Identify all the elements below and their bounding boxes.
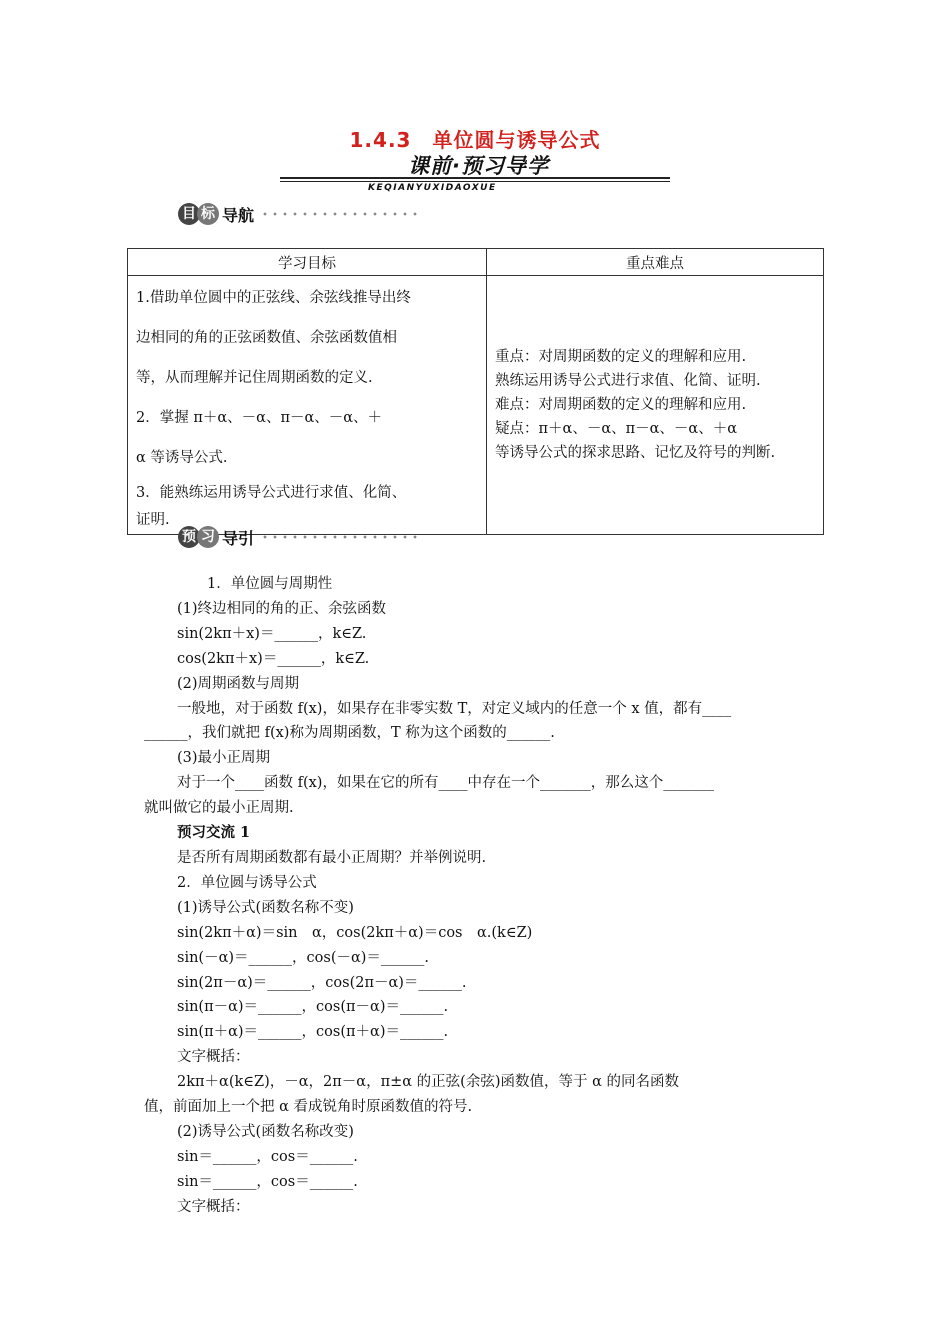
goal-line: 等，从而理解并记住周期函数的定义.	[136, 370, 373, 386]
preview-body	[144, 572, 807, 1220]
goal-line: 3．能熟练运用诱导公式进行求值、化简、	[136, 485, 407, 501]
dotted-divider	[260, 210, 420, 218]
body-line: 2．单位圆与诱导公式	[177, 874, 317, 891]
body-line: sin(2kπ＋α)＝sin α，cos(2kπ＋α)＝cos α.(k∈Z)	[177, 924, 533, 941]
table-header-keypoints: 重点难点	[487, 249, 824, 276]
section-badge: 标	[197, 203, 219, 225]
body-line: 文字概括：	[177, 1198, 250, 1215]
body-line: sin(－α)＝______，cos(－α)＝______.	[177, 949, 430, 966]
section-badge: 习	[197, 526, 219, 548]
page-title: 1.4.3 单位圆与诱导公式	[349, 128, 601, 152]
exercise-heading: 预习交流 1	[177, 824, 251, 842]
goal-line: 1.借助单位圆中的正弦线、余弦线推导出终	[136, 290, 411, 306]
body-line: 2kπ＋α(k∈Z)，－α，2π－α，π±α 的正弦(余弦)函数值，等于 α 的同名函数	[177, 1074, 679, 1091]
section-heading-goals	[178, 202, 420, 226]
dotted-divider	[260, 533, 420, 541]
goal-line: 证明.	[136, 512, 170, 528]
body-line: sin(2π－α)＝______，cos(2π－α)＝______.	[177, 974, 467, 991]
body-line: 文字概括：	[177, 1049, 250, 1066]
section-heading-text: 导引	[222, 528, 255, 548]
body-line: sin(2kπ＋x)＝______，k∈Z.	[177, 625, 367, 642]
table-header-row	[128, 249, 824, 276]
keypoint-line: 等诱导公式的探求思路、记忆及符号的判断.	[495, 445, 776, 461]
body-line: sin＝______，cos＝______.	[177, 1148, 358, 1165]
body-line: 值，前面加上一个把 α 看成锐角时原函数值的符号.	[144, 1099, 473, 1116]
body-line: 是否所有周期函数都有最小正周期？并举例说明.	[177, 849, 487, 866]
keypoint-line: 疑点：π＋α、－α、π－α、－α、＋α	[495, 421, 738, 437]
body-line: 1．单位圆与周期性	[207, 576, 333, 592]
body-line: sin(π－α)＝______，cos(π－α)＝______.	[177, 999, 449, 1016]
goals-table	[127, 248, 824, 535]
body-line: sin(π＋α)＝______，cos(π＋α)＝______.	[177, 1024, 449, 1041]
goal-line: 2．掌握 π＋α、－α、π－α、－α、＋	[136, 410, 383, 426]
banner-pinyin: KEQIANYUXIDAOXUE	[368, 183, 497, 193]
body-line: 就叫做它的最小正周期.	[144, 800, 294, 817]
goal-line: 边相同的角的正弦函数值、余弦函数值相	[136, 330, 397, 346]
body-line: (1)诱导公式(函数名称不变)	[177, 899, 354, 916]
body-line: (2)周期函数与周期	[177, 675, 300, 692]
banner-rule-thin	[280, 181, 670, 182]
body-line: (3)最小正周期	[177, 750, 271, 767]
goals-cell	[128, 276, 487, 535]
body-line: sin＝______，cos＝______.	[177, 1173, 358, 1190]
body-line: (2)诱导公式(函数名称改变)	[177, 1123, 354, 1140]
table-row	[128, 276, 824, 535]
body-line: 对于一个____函数 f(x)，如果在它的所有____中存在一个_______，那么这个_______	[177, 775, 714, 792]
section-heading-preview	[178, 525, 420, 549]
banner-title: 课前·预习导学	[408, 154, 549, 178]
section-badge: 预	[178, 526, 200, 548]
table-header-goals: 学习目标	[128, 249, 487, 276]
keypoint-line: 难点：对周期函数的定义的理解和应用.	[495, 397, 747, 413]
section-badge: 目	[178, 203, 200, 225]
banner-rule	[280, 177, 670, 179]
body-line: 一般地，对于函数 f(x)，如果存在非零实数 T，对定义域内的任意一个 x 值，都有____	[177, 700, 732, 717]
body-line: cos(2kπ＋x)＝______，k∈Z.	[177, 650, 370, 667]
keypoint-line: 熟练运用诱导公式进行求值、化简、证明.	[495, 373, 761, 389]
body-line: (1)终边相同的角的正、余弦函数	[177, 600, 387, 617]
section-banner	[280, 150, 670, 184]
section-heading-text: 导航	[222, 205, 255, 225]
keypoint-line: 重点：对周期函数的定义的理解和应用.	[495, 349, 747, 365]
body-line: ______，我们就把 f(x)称为周期函数，T 称为这个函数的______.	[144, 725, 555, 742]
goal-line: α 等诱导公式.	[136, 450, 228, 466]
keypoints-cell	[487, 276, 824, 535]
